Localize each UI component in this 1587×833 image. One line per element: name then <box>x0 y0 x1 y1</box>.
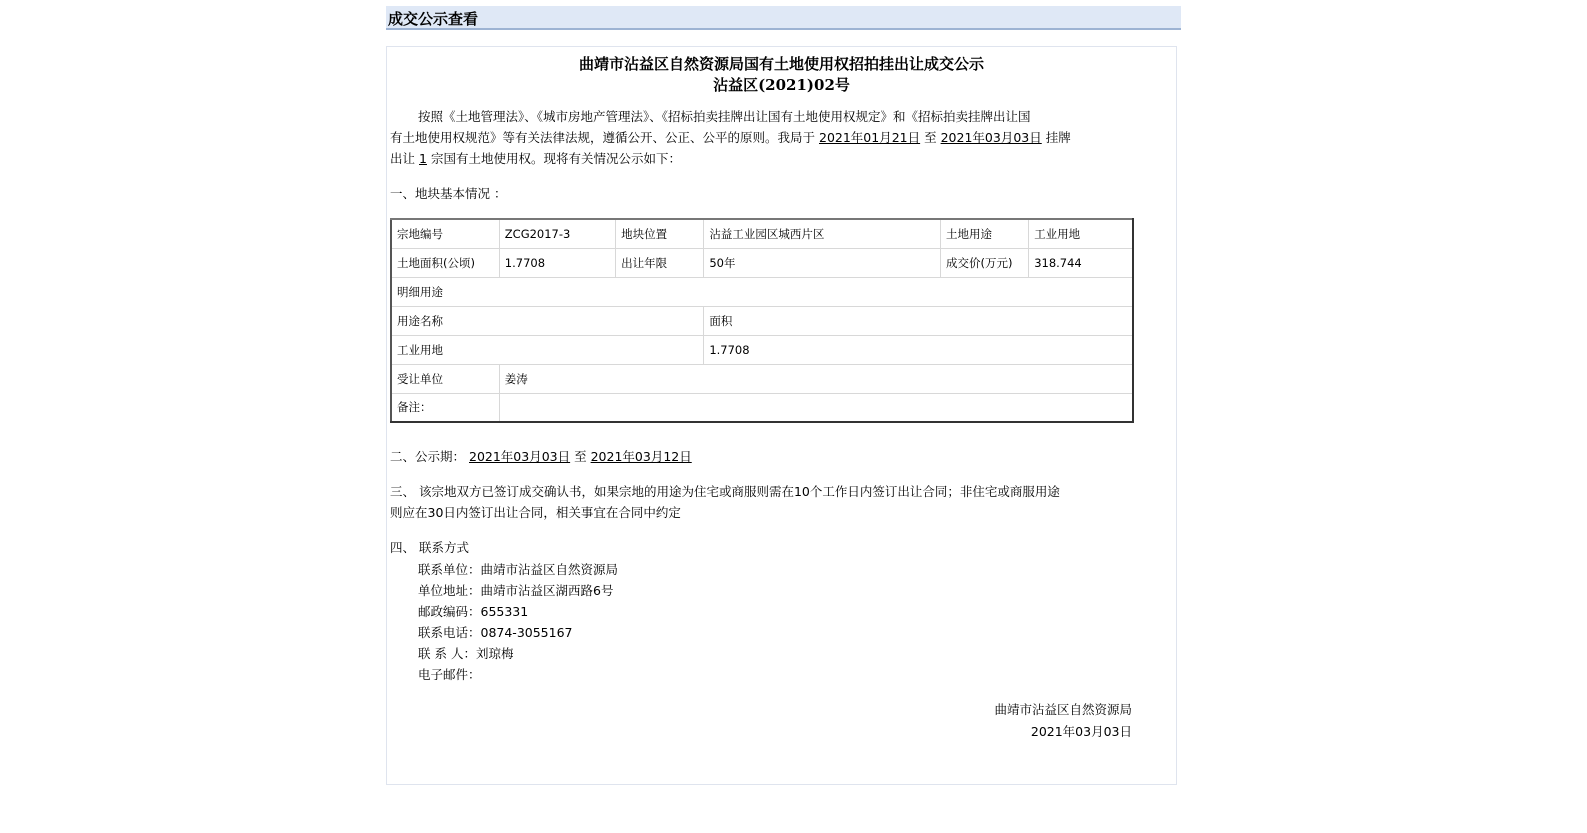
table-row <box>391 393 1133 422</box>
listing-start-date: 2021年01月21日 <box>819 130 921 145</box>
table-cell: 成交价(万元) <box>940 248 1028 277</box>
assignee-label: 受让单位 <box>391 364 499 393</box>
section-1-heading: 一、地块基本情况 ： <box>390 186 507 201</box>
contact-person: 联 系 人：刘琼梅 <box>418 646 514 661</box>
assignee-value: 姜涛 <box>499 364 1133 393</box>
table-cell: 土地面积(公顷) <box>391 248 499 277</box>
publicity-start-date: 2021年03月03日 <box>469 449 571 464</box>
table-cell: 1.7708 <box>499 248 615 277</box>
table-cell: 沾益工业园区城西片区 <box>704 219 941 248</box>
contact-phone: 联系电话：0874-3055167 <box>418 625 573 640</box>
table-cell: ZCG2017-3 <box>499 219 615 248</box>
table-row <box>391 364 1133 393</box>
contact-postcode: 邮政编码：655331 <box>418 604 529 619</box>
section-3-line-2: 则应在30日内签订出让合同，相关事宜在合同中约定 <box>390 505 681 520</box>
intro-text: 出让 <box>390 151 416 166</box>
area-header: 面积 <box>704 306 1133 335</box>
page-title: 成交公示查看 <box>388 10 479 28</box>
remark-value <box>499 393 1133 422</box>
to-text: 至 <box>574 449 587 464</box>
section-2 <box>390 446 1130 467</box>
detail-use-label: 明细用途 <box>391 277 1133 306</box>
table-row <box>391 248 1133 277</box>
area-value: 1.7708 <box>704 335 1133 364</box>
contact-unit: 联系单位：曲靖市沾益区自然资源局 <box>418 562 619 577</box>
table-cell: 土地用途 <box>940 219 1028 248</box>
publicity-end-date: 2021年03月12日 <box>590 449 692 464</box>
document-number: 沾益区(2021)02号 <box>713 76 850 94</box>
intro-paragraph <box>390 106 1130 169</box>
contact-address: 单位地址：曲靖市沾益区湖西路6号 <box>418 583 614 598</box>
parcel-info-table <box>390 218 1134 423</box>
table-cell: 地块位置 <box>616 219 704 248</box>
intro-line-3 <box>390 148 1130 169</box>
use-name-header: 用途名称 <box>391 306 704 335</box>
document-title: 曲靖市沾益区自然资源局国有土地使用权招拍挂出让成交公示 <box>578 55 984 73</box>
intro-text: 有土地使用权规范》等有关法律法规，遵循公开、公正、公平的原则。我局于 <box>390 130 816 145</box>
table-row <box>391 335 1133 364</box>
intro-text: 宗国有土地使用权。现将有关情况公示如下： <box>430 151 681 166</box>
signature-org: 曲靖市沾益区自然资源局 <box>994 702 1132 717</box>
listing-end-date: 2021年03月03日 <box>940 130 1042 145</box>
intro-line-2 <box>390 127 1130 148</box>
use-name-value: 工业用地 <box>391 335 704 364</box>
intro-text: 挂牌 <box>1045 130 1071 145</box>
contact-email: 电子邮件： <box>418 667 481 682</box>
header-bar <box>386 6 1181 30</box>
table-cell: 出让年限 <box>616 248 704 277</box>
table-row <box>391 277 1133 306</box>
parcel-count: 1 <box>419 151 427 166</box>
section-3-line-1: 三、 该宗地双方已签订成交确认书，如果宗地的用途为住宅或商服则需在10个工作日内签订出让合同；非住宅或商服用途 <box>390 484 1060 499</box>
section-4-heading: 四、 联系方式 <box>390 540 469 555</box>
table-cell: 50年 <box>704 248 941 277</box>
signature-date: 2021年03月03日 <box>1030 724 1132 739</box>
section-2-label: 二、公示期： <box>390 449 466 464</box>
intro-line-1: 按照《土地管理法》、《城市房地产管理法》、《招标拍卖挂牌出让国有土地使用权规定》和《招标拍卖挂牌出让国 <box>418 109 1031 124</box>
table-cell: 318.744 <box>1029 248 1133 277</box>
table-row <box>391 219 1133 248</box>
table-cell: 工业用地 <box>1029 219 1133 248</box>
table-row <box>391 306 1133 335</box>
table-cell: 宗地编号 <box>391 219 499 248</box>
section-3 <box>390 481 1130 523</box>
to-text: 至 <box>924 130 937 145</box>
remark-label: 备注： <box>391 393 499 422</box>
